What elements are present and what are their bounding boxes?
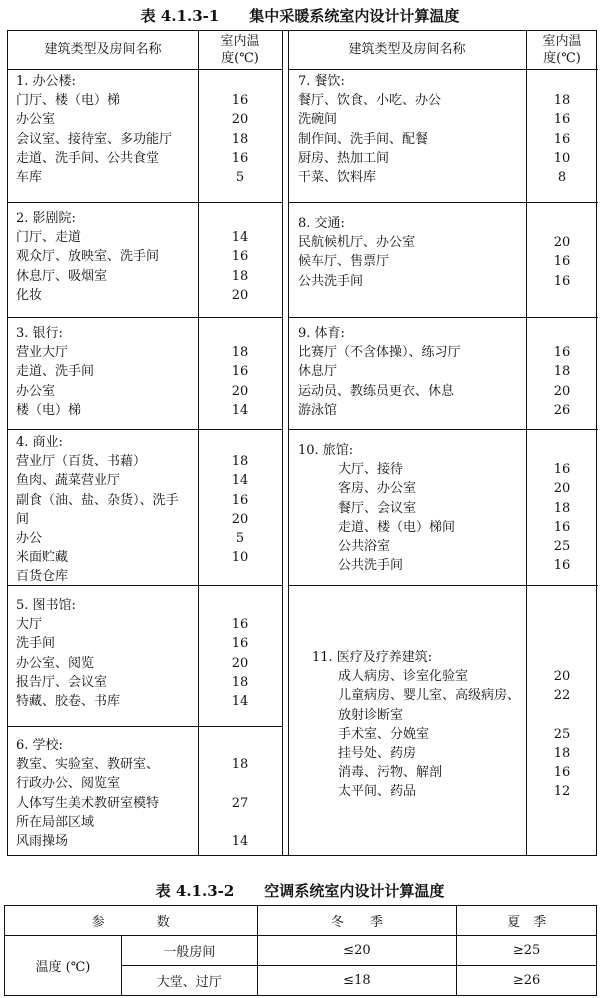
block-commerce — [16, 433, 179, 587]
block-theater-temps — [208, 209, 272, 305]
divider — [526, 31, 527, 855]
room-name: 餐厅、会议室 — [338, 500, 417, 516]
room-name: 干菜、饮料库 — [298, 169, 377, 185]
header-name-left: 建筑类型及房间名称 — [44, 42, 162, 57]
room-name: 放射诊断室 — [338, 707, 404, 723]
temp-value: 20 — [553, 669, 571, 684]
temp-value: 16 — [553, 112, 571, 128]
room-type: 大堂、过厅 — [121, 966, 257, 996]
temp-value: 18 — [553, 500, 571, 516]
divider — [282, 31, 283, 855]
temp-value: 16 — [553, 273, 571, 289]
room-name: 厨房、热加工间 — [298, 150, 390, 166]
summer-value: ≥25 — [457, 936, 597, 966]
temp-value: 26 — [553, 402, 571, 418]
block-title: 2. 影剧院: — [16, 211, 76, 226]
room-type: 一般房间 — [121, 936, 257, 966]
room-name: 消毒、污物、解剖 — [338, 765, 443, 781]
table-row — [5, 936, 597, 966]
room-name: 游泳馆 — [298, 402, 338, 418]
temp-value: 16 — [553, 558, 571, 574]
temp-value: 20 — [231, 511, 249, 527]
room-name: 观众厅、放映室、洗手间 — [16, 249, 160, 265]
temp-value: 16 — [231, 364, 249, 380]
room-name: 成人病房、诊室化验室 — [338, 669, 469, 685]
block-transport-temps — [530, 214, 594, 291]
block-office — [16, 72, 172, 187]
room-name: 行政办公、阅览室 — [16, 776, 121, 792]
room-name: 门厅、走道 — [16, 230, 82, 246]
divider — [8, 429, 282, 430]
block-title: 10. 旅馆: — [298, 443, 354, 458]
room-name: 办公室 — [16, 383, 56, 399]
temp-value: 16 — [553, 764, 571, 780]
temp-value: 14 — [231, 402, 249, 418]
room-name: 会议室、接待室、多功能厅 — [16, 131, 173, 147]
room-name: 走道、楼（电）梯间 — [338, 519, 456, 535]
temp-value: 25 — [553, 538, 571, 554]
temp-value: 16 — [553, 131, 571, 147]
summer-value: ≥26 — [457, 966, 597, 996]
room-name: 门厅、楼（电）梯 — [16, 93, 121, 109]
temp-value: 20 — [231, 383, 249, 399]
block-title: 5. 图书馆: — [16, 598, 76, 613]
temp-value — [208, 774, 272, 793]
room-name: 车库 — [16, 169, 43, 185]
room-name: 米面贮藏 — [16, 550, 69, 566]
block-bank-temps — [208, 324, 272, 420]
table-header-row — [5, 906, 597, 936]
room-name: 副食（油、盐、杂货）、洗手 — [16, 492, 179, 508]
temp-value: 20 — [553, 235, 571, 251]
temp-value: 20 — [231, 287, 249, 303]
temp-value: 12 — [553, 784, 571, 800]
temp-value: 16 — [231, 249, 249, 265]
temp-value: 18 — [231, 131, 249, 147]
block-title: 7. 餐饮: — [298, 74, 345, 89]
room-name: 太平间、药品 — [338, 784, 417, 800]
header-temp-line: 室内温 — [220, 34, 260, 49]
temp-value: 16 — [231, 636, 249, 652]
divider — [288, 429, 598, 430]
room-name: 比赛厅（不含体操）、练习厅 — [298, 345, 461, 361]
temp-value: 16 — [553, 462, 571, 478]
temp-value: 18 — [553, 364, 571, 380]
room-name: 客房、办公室 — [338, 481, 417, 497]
room-name: 报告厅、会议室 — [16, 674, 108, 690]
header-temp-line: 度(℃) — [543, 51, 581, 66]
heating-temperature-table — [7, 30, 597, 856]
header-winter: 冬 季 — [257, 906, 457, 936]
room-name: 大厅 — [16, 617, 43, 633]
room-name: 公共洗手间 — [338, 558, 404, 574]
temp-value: 14 — [231, 473, 249, 489]
room-name: 洗手间 — [16, 636, 56, 652]
block-hotel-temps — [530, 441, 594, 575]
block-catering — [298, 72, 441, 187]
block-title: 6. 学校: — [16, 738, 63, 753]
divider — [288, 31, 289, 855]
block-title: 8. 交通: — [298, 216, 345, 231]
winter-value: ≤18 — [257, 966, 457, 996]
header-temp-line: 室内温 — [542, 34, 582, 49]
divider — [8, 69, 282, 70]
temp-value: 27 — [231, 795, 249, 811]
header-param: 参 数 — [5, 906, 258, 936]
block-school — [16, 736, 159, 851]
room-name: 走道、洗手间、公共食堂 — [16, 150, 160, 166]
room-name: 化妆 — [16, 287, 43, 303]
block-school-temps — [208, 736, 272, 851]
room-name: 间 — [16, 511, 30, 527]
winter-value: ≤20 — [257, 936, 457, 966]
room-name: 公共浴室 — [338, 538, 391, 554]
divider — [8, 317, 282, 318]
room-name: 营业厅（百货、书藉） — [16, 454, 147, 470]
block-library — [16, 596, 120, 711]
room-name: 人体写生美术教研室模特 — [16, 795, 160, 811]
room-name: 走道、洗手间 — [16, 364, 95, 380]
room-name: 办公 — [16, 530, 43, 546]
block-title: 1. 办公楼: — [16, 74, 76, 89]
temp-value: 16 — [553, 254, 571, 270]
block-hotel — [298, 441, 455, 575]
block-sports-temps — [530, 324, 594, 420]
room-name: 风雨操场 — [16, 833, 69, 849]
temp-value: 18 — [231, 454, 249, 470]
temp-value: 18 — [231, 674, 249, 690]
temp-value: 18 — [231, 345, 249, 361]
block-bank — [16, 324, 94, 420]
divider — [8, 726, 282, 727]
divider — [288, 69, 598, 70]
divider — [288, 317, 598, 318]
divider — [288, 202, 598, 203]
temp-value: 20 — [231, 112, 249, 128]
block-commerce-temps — [208, 433, 272, 587]
block-title: 4. 商业: — [16, 435, 63, 450]
room-name: 楼（电）梯 — [16, 402, 82, 418]
divider — [8, 202, 282, 203]
temp-value: 14 — [231, 693, 249, 709]
temp-value: 14 — [231, 230, 249, 246]
temp-value — [208, 567, 272, 586]
temp-value: 20 — [231, 655, 249, 671]
temp-value: 16 — [553, 519, 571, 535]
temp-value: 16 — [231, 617, 249, 633]
temp-value: 20 — [553, 481, 571, 497]
temp-value: 16 — [553, 345, 571, 361]
room-name: 办公室 — [16, 112, 56, 128]
temp-value: 16 — [231, 93, 249, 109]
block-title: 3. 银行: — [16, 326, 63, 341]
room-name: 候车厅、售票厅 — [298, 254, 390, 270]
temp-value: 10 — [553, 150, 571, 166]
room-name: 民航候机厅、办公室 — [298, 235, 416, 251]
header-temp-line: 度(℃) — [221, 51, 259, 66]
room-name: 特藏、胶卷、书库 — [16, 693, 121, 709]
temp-value: 8 — [557, 169, 567, 185]
block-transport — [298, 214, 415, 291]
block-medical — [298, 648, 520, 802]
temp-value: 14 — [231, 833, 249, 849]
temp-value: 18 — [231, 268, 249, 284]
temp-value: 20 — [553, 383, 571, 399]
block-medical-temps — [530, 667, 594, 801]
divider — [198, 31, 199, 855]
room-name: 办公室、阅览 — [16, 655, 95, 671]
table1-title: 表 4.1.3-1 集中采暖系统室内设计计算温度 — [140, 7, 460, 25]
temp-value: 25 — [553, 726, 571, 742]
room-name: 餐厅、饮食、小吃、办公 — [298, 93, 442, 109]
room-name: 大厅、接待 — [338, 462, 404, 478]
header-temp-left — [198, 33, 282, 67]
room-name: 运动员、教练员更衣、休息 — [298, 383, 455, 399]
room-name: 制作间、洗手间、配餐 — [298, 131, 429, 147]
room-name: 休息厅、吸烟室 — [16, 268, 108, 284]
header-temp-right — [526, 33, 598, 67]
block-title: 9. 体育: — [298, 326, 345, 341]
ac-temperature-table — [4, 905, 597, 996]
room-name: 教室、实验室、教研室、 — [16, 757, 160, 773]
room-name: 所在局部区域 — [16, 814, 95, 830]
room-name: 鱼肉、蔬菜营业厅 — [16, 473, 121, 489]
temp-value: 16 — [231, 150, 249, 166]
block-office-temps — [208, 72, 272, 187]
room-name: 休息厅 — [298, 364, 338, 380]
room-name: 洗碗间 — [298, 112, 338, 128]
room-name: 营业大厅 — [16, 345, 69, 361]
row-label-temperature: 温度 (℃) — [5, 936, 122, 996]
room-name: 儿童病房、婴儿室、高级病房、 — [338, 688, 521, 704]
block-sports — [298, 324, 461, 420]
temp-value: 5 — [235, 530, 245, 546]
temp-value: 22 — [553, 688, 571, 704]
temp-value: 18 — [553, 93, 571, 109]
room-name: 公共洗手间 — [298, 273, 364, 289]
temp-value: 18 — [231, 757, 249, 773]
temp-value — [208, 813, 272, 832]
room-name: 挂号处、药房 — [338, 745, 417, 761]
header-summer: 夏 季 — [457, 906, 597, 936]
table2-title: 表 4.1.3-2 空调系统室内设计计算温度 — [155, 882, 445, 900]
temp-value: 18 — [553, 745, 571, 761]
block-catering-temps — [530, 72, 594, 187]
block-theater — [16, 209, 159, 305]
room-name: 百货仓库 — [16, 569, 69, 585]
temp-value — [530, 705, 594, 724]
divider — [288, 585, 598, 586]
room-name: 手术室、分娩室 — [338, 726, 430, 742]
temp-value: 16 — [231, 492, 249, 508]
block-title: 11. 医疗及疗养建筑: — [312, 650, 433, 665]
block-library-temps — [208, 596, 272, 711]
temp-value: 5 — [235, 169, 245, 185]
header-name-right: 建筑类型及房间名称 — [348, 42, 466, 57]
temp-value: 10 — [231, 550, 249, 566]
